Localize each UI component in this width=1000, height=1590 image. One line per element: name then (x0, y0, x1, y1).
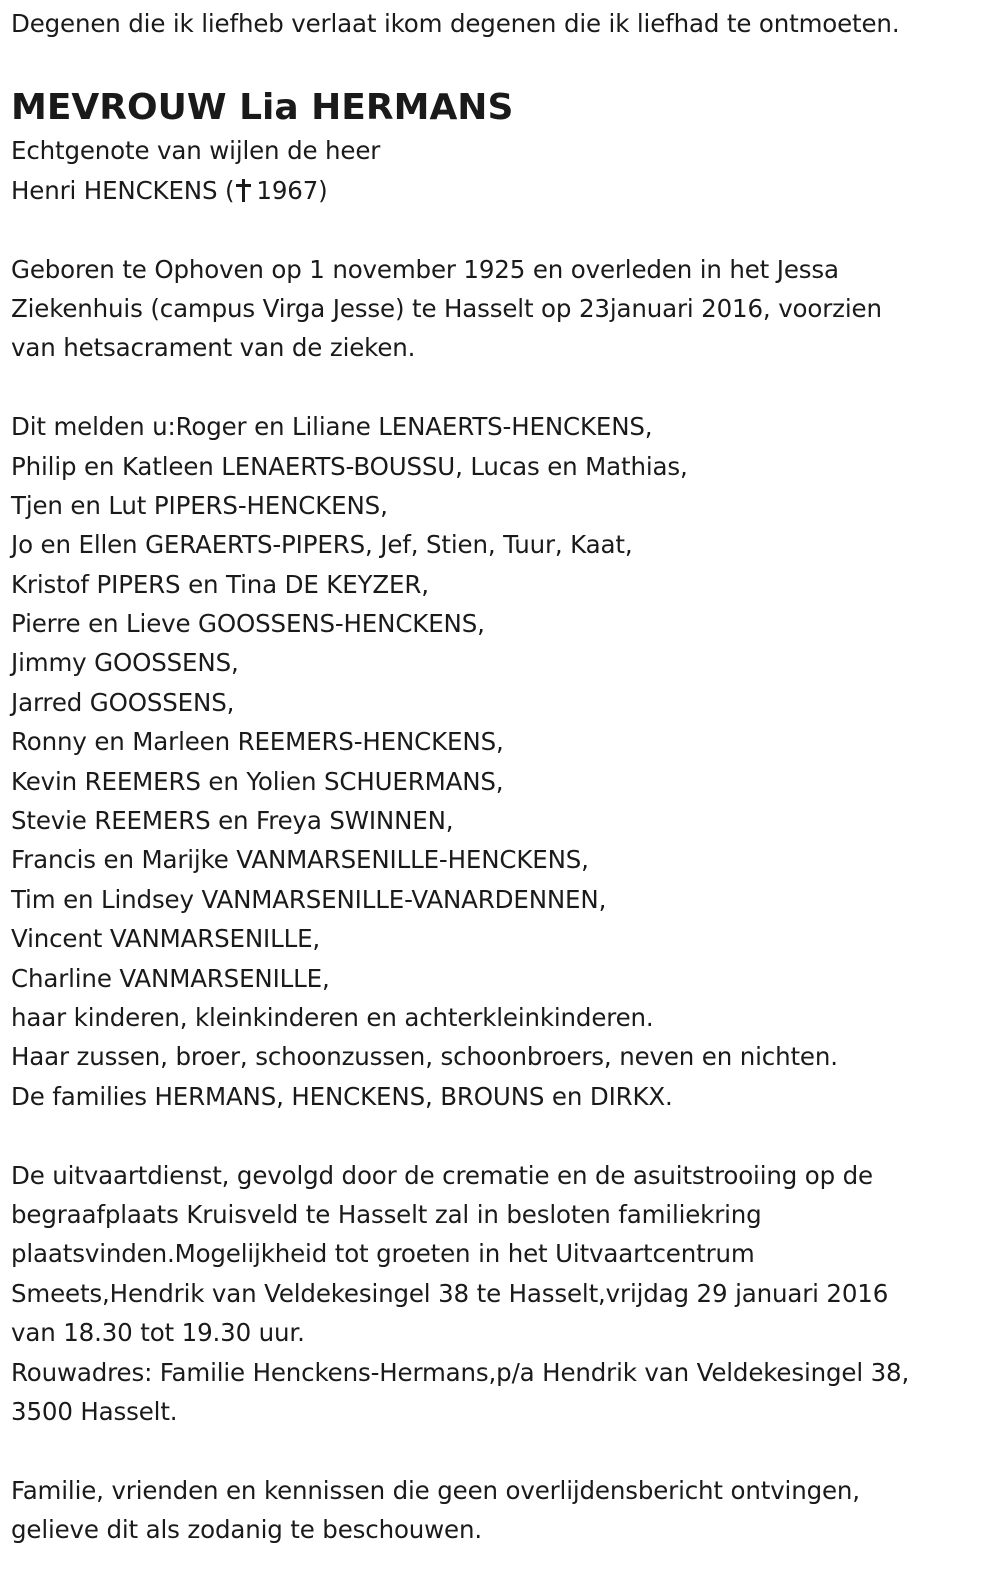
birth-death-line: Ziekenhuis (campus Virga Jesse) te Hasselt op 23januari 2016, voorzien (11, 293, 882, 323)
section-gap (11, 210, 991, 249)
birth-death-line: Geboren te Ophoven op 1 november 1925 en overleden in het Jessa (11, 254, 839, 284)
spouse-death-year: 1967) (256, 175, 328, 205)
cross-icon (235, 178, 253, 202)
obituary-page (11, 4, 991, 1549)
announcer-line: haar kinderen, kleinkinderen en achterkleinkinderen. (11, 1002, 654, 1032)
birth-death-paragraph (11, 250, 991, 368)
announcer-line: Kristof PIPERS en Tina DE KEYZER, (11, 569, 429, 599)
announcer-line: Francis en Marijke VANMARSENILLE-HENCKENS, (11, 845, 589, 875)
announcer-line: Vincent VANMARSENILLE, (11, 924, 321, 954)
spouse-line-2 (11, 171, 991, 210)
birth-death-line: van hetsacrament van de zieken. (11, 333, 416, 363)
spouse-line-1: Echtgenote van wijlen de heer (11, 136, 381, 166)
announcer-line: Stevie REEMERS en Freya SWINNEN, (11, 806, 454, 836)
funeral-line: begraafplaats Kruisveld te Hasselt zal in besloten familiekring (11, 1199, 762, 1229)
opening-quote: Degenen die ik liefheb verlaat ikom degenen die ik liefhad te ontmoeten. (11, 9, 900, 38)
funeral-line: plaatsvinden.Mogelijkheid tot groeten in het Uitvaartcentrum (11, 1239, 755, 1269)
announcer-line: Tim en Lindsey VANMARSENILLE-VANARDENNEN, (11, 884, 607, 914)
announcer-line: Tjen en Lut PIPERS-HENCKENS, (11, 490, 388, 520)
deceased-name: MEVROUW Lia HERMANS (11, 87, 514, 129)
announcer-line: Kevin REEMERS en Yolien SCHUERMANS, (11, 766, 504, 796)
announcer-line: Philip en Katleen LENAERTS-BOUSSU, Lucas en Mathias, (11, 451, 688, 481)
spouse-section (11, 131, 991, 210)
section-gap (11, 1431, 991, 1470)
section-gap (11, 368, 991, 407)
closing-line: Familie, vrienden en kennissen die geen overlijdensbericht ontvingen, (11, 1475, 860, 1505)
section-gap (11, 1116, 991, 1155)
announcer-line: Dit melden u:Roger en Liliane LENAERTS-HENCKENS, (11, 412, 653, 442)
funeral-line: De uitvaartdienst, gevolgd door de crematie en de asuitstrooiing op de (11, 1160, 873, 1190)
closing-paragraph (11, 1471, 991, 1550)
announcer-line: De families HERMANS, HENCKENS, BROUNS en DIRKX. (11, 1081, 673, 1111)
funeral-paragraph (11, 1156, 991, 1432)
announcer-line: Charline VANMARSENILLE, (11, 963, 330, 993)
announcer-line: Jimmy GOOSSENS, (11, 648, 239, 678)
funeral-line: van 18.30 tot 19.30 uur. (11, 1318, 305, 1348)
mourning-address-line: 3500 Hasselt. (11, 1396, 178, 1426)
announcer-line: Jarred GOOSSENS, (11, 687, 235, 717)
announcers-list (11, 407, 991, 1116)
announcer-line: Ronny en Marleen REEMERS-HENCKENS, (11, 727, 504, 757)
closing-line: gelieve dit als zodanig te beschouwen. (11, 1515, 482, 1545)
spouse-name: Henri HENCKENS ( (11, 175, 235, 205)
announcer-line: Jo en Ellen GERAERTS-PIPERS, Jef, Stien, Tuur, Kaat, (11, 530, 633, 560)
funeral-line: Smeets,Hendrik van Veldekesingel 38 te Hasselt,vrijdag 29 januari 2016 (11, 1278, 889, 1308)
announcer-line: Pierre en Lieve GOOSSENS-HENCKENS, (11, 609, 485, 639)
mourning-address-line: Rouwadres: Familie Henckens-Hermans,p/a Hendrik van Veldekesingel 38, (11, 1357, 910, 1387)
announcer-line: Haar zussen, broer, schoonzussen, schoonbroers, neven en nichten. (11, 1042, 838, 1072)
